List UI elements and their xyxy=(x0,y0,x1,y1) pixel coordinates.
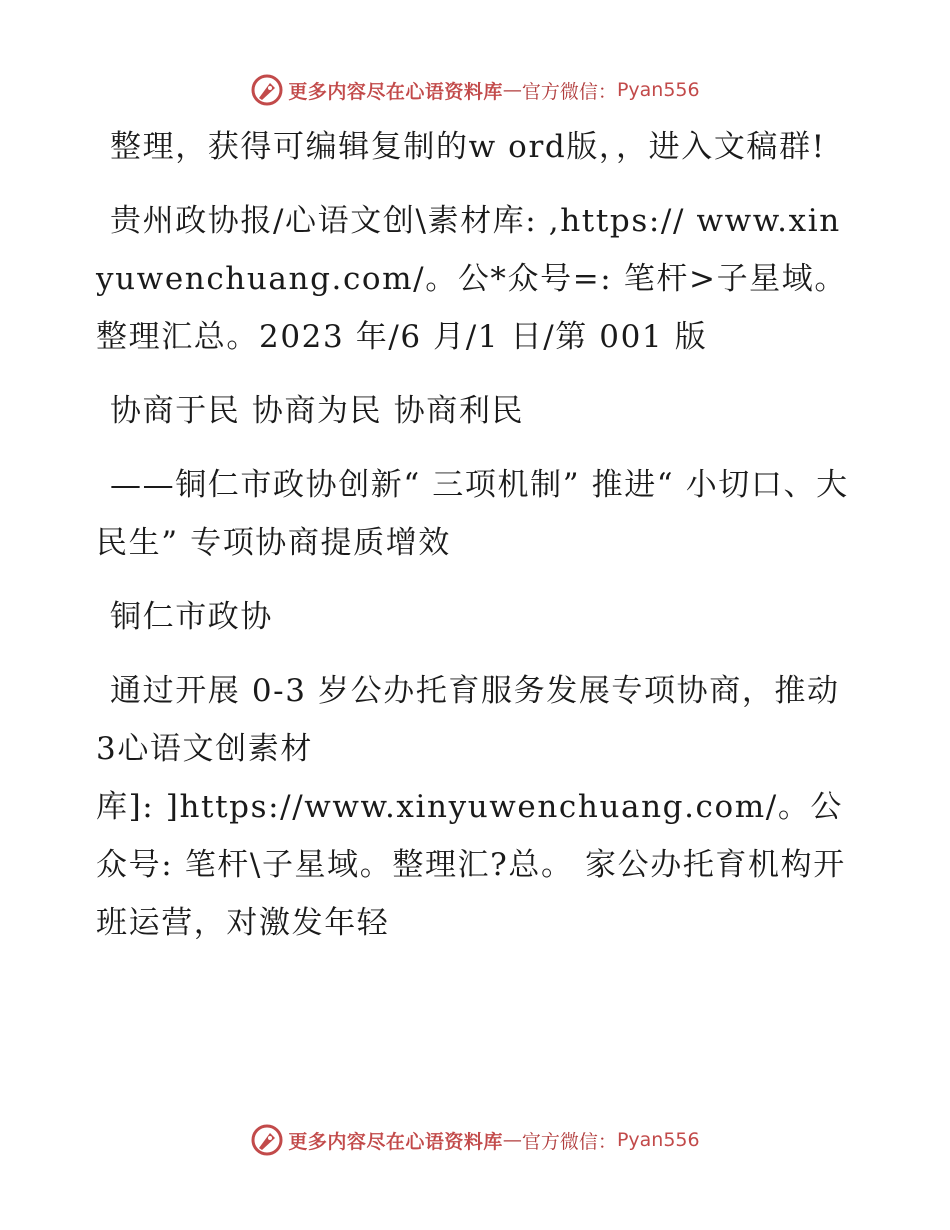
source-paragraph: 贵州政协报/心语文创\素材库: ,https:// www.xinyuwenchuang.com/。公*众号=: 笔杆>子星域。整理汇总。2023 年/6 月/1 日/第 001 版 xyxy=(96,203,847,355)
pen-nib-logo-icon xyxy=(250,1123,284,1157)
header-banner xyxy=(0,70,950,110)
footer-brand-text: 更多内容尽在心语资料库 xyxy=(288,1130,503,1153)
footer-official-label: 官方微信： xyxy=(521,1130,617,1153)
body-paragraph-part1: 通过开展 0-3 岁公办托育服务发展专项协商，推动 3心语文创素材 xyxy=(96,673,840,767)
body-paragraph-part2: 库]: ]https://www.xinyuwenchuang.com/。公众号: 笔杆\子星域。整理汇?总。 家公办托育机构开班运营，对激发年轻 xyxy=(96,789,846,941)
article-headline: 协商于民 协商为民 协商利民 xyxy=(110,393,525,429)
pen-nib-logo-icon xyxy=(250,73,284,107)
header-brand-text: 更多内容尽在心语资料库 xyxy=(288,80,503,103)
header-official-label: 官方微信： xyxy=(521,80,617,103)
intro-paragraph: 整理，获得可编辑复制的w ord版，，进入文稿群! xyxy=(110,129,826,165)
header-wechat-id: Pyan556 xyxy=(616,79,700,101)
footer-wechat-id: Pyan556 xyxy=(616,1129,700,1151)
footer-banner xyxy=(0,1120,950,1160)
footer-separator: — xyxy=(502,1129,522,1151)
document-body xyxy=(96,118,856,952)
header-separator: — xyxy=(502,79,522,101)
article-byline: 铜仁市政协 xyxy=(110,599,273,635)
article-subheadline: ——铜仁市政协创新“ 三项机制” 推进“ 小切口、大民生” 专项协商提质增效 xyxy=(96,467,849,561)
